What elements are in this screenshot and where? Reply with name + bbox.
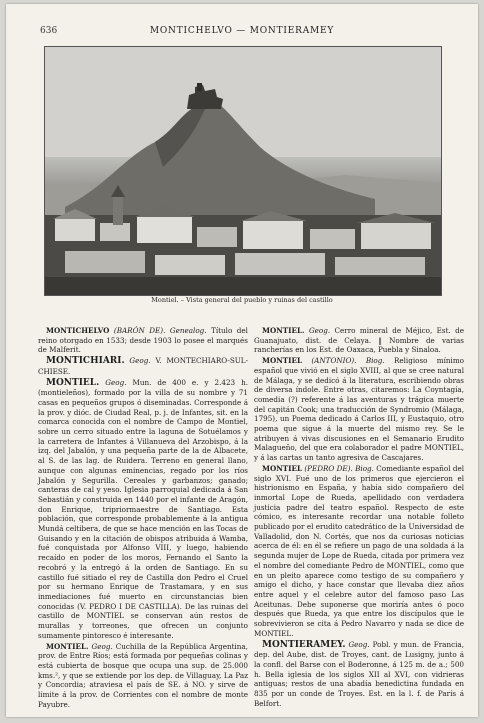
entry-text: Comediante español del siglo XVI. Fué uno de los primeros que ejercieron el histrionismo en España, y había sido compañero del inmortal Lope de Rueda, apellidado con verdadera justicia padre del teatro español. Respecto de este cómico, es interesante recordar una notable folleto publicado por el erudito catedrático de la Universidad de Valladolid, don N. Cortés, que nos da curiosas noticias acerca de él: en él se refiere un pago de una soldada á la segunda mujer de Lope de Rueda, citada por primera vez el nombre del comediante Pedro de MONTIEL, como que en un pleito aparece como testigo de su compañero y amigo el dicho, y hace constar que llevaba diez años entre aquel y el celebre autor del famoso paso Las Aceitunas. Debe suponerse que moriría antes ó poco después que Rueda, ya que entre los discípulos que le sobrevivieron se cita á Pedro Navarro y nada se dice de MONTIEL. (254, 463, 464, 638)
running-title: MONTICHELVO — MONTIERAMEY (149, 26, 335, 36)
dictionary-entry (254, 464, 464, 639)
entry-text: V. MONTECHIARO-SUL-CHIESE. (38, 356, 248, 376)
dictionary-entry (38, 356, 248, 376)
castle-photograph (44, 46, 442, 296)
entry-text: Título del reino otorgado en 1533; desde 1903 lo posee el marqués de Malferit. (38, 326, 248, 355)
book-page (6, 4, 478, 717)
entry-domain: Biog. (365, 356, 385, 366)
entry-headword: MONTIEL. (46, 377, 100, 388)
entry-domain: Biog. (355, 463, 374, 473)
entry-text: Cuchilla de la República Argentina, prov. de Entre Ríos; está formada por pequeñas colinas y está cubierta de bosque que ocupa una sup. de 25.000 kms.², y que se extiende por los dep. de Villaguay, La Paz y Concordia; atraviesa el país de SE. á NO. y sirve de límite á la prov. de Corrientes con el nombre de monte Payubre. (38, 641, 248, 709)
left-column (38, 326, 248, 710)
page-number: 636 (40, 26, 58, 36)
entry-domain: Geog. (91, 641, 113, 651)
entry-domain: Geog. (129, 356, 151, 366)
entry-headword: MONTIERAMEY. (262, 639, 346, 650)
entry-domain: Geog. (348, 639, 370, 649)
entry-headword: MONTIEL. (46, 641, 89, 651)
dictionary-entry (38, 326, 248, 355)
entry-headword: MONTICHELVO (46, 326, 110, 335)
right-column (254, 326, 464, 709)
dictionary-entry (254, 640, 464, 709)
entry-text: Cerro mineral de Méjico, Est. de Guanajuato, dist. de Celaya. ‖ Nombre de varias rancherías en los Est. de Oaxaca, Puebla y Sinaloa. (254, 326, 464, 355)
photo-illustration (45, 47, 441, 295)
dictionary-entry (38, 642, 248, 710)
entry-headword: MONTIEL (262, 356, 303, 366)
entry-headword: MONTICHIARI. (46, 356, 125, 367)
dictionary-entry (254, 356, 464, 463)
entry-headword: MONTIEL (262, 463, 303, 473)
entry-qualifier: (ANTONIO). (311, 356, 357, 366)
dictionary-entry (254, 326, 464, 355)
entry-qualifier: (PEDRO DE). (304, 463, 353, 473)
figure-caption: Montiel. – Vista general del pueblo y ruinas del castillo (151, 296, 333, 304)
entry-headword: MONTIEL. (262, 326, 305, 335)
page-header (6, 26, 478, 40)
entry-domain: Geog. (308, 326, 331, 335)
entry-text: Religioso mínimo español que vivió en el siglo XVIII, al que se cree natural de Málaga, y se dedicó á la literatura, escribiendo obras de diversa índole. Entre otras, citaremos: La Coyntagía, comedia (?) referente á las aventuras y trágica muerte del capitán Cook; una traducción de Syndromio (Málaga, 1795), un Poema dedicado á Carlos III, y Eustaquio, otro poema que sigue á la muerte del mismo rey. Se le atribuyen á vivas discusiones en el Semanario Erudito Malagueño, del que era colaborador el padre MONTIEL, y á las cartas un tanto agresiva de Cascajares. (254, 356, 464, 463)
entry-text: Pobl. y mun. de Francia, dep. del Aube, dist. de Troyes, cant. de Lusigny, junto á la confl. del Barse con el Boderonne, á 125 m. de a.; 500 h. Bella iglesia de los siglos XII al XVI, con vidrieras antiguas; restos de una abadía benedictina fundada en 835 por un conde de Troyes. Est. en la l. f. de París á Belfort. (254, 639, 464, 708)
entry-domain: Geog. (105, 377, 127, 387)
entry-qualifier: (BARÓN DE). (113, 326, 166, 335)
dictionary-entry (38, 378, 248, 641)
entry-text: Mun. de 400 e. y 2.423 h. (montieleños), formado por la villa de su nombre y 71 casas en pequeños grupos ó diseminadas. Corresponde á la prov. y dióc. de Ciudad Real, p. j. de Infantes, sit. en la comarca conocida con el nombre de Campo de Montiel, sobre un cerro situado entre la laguna de Sotuélamos y la carretera de Infantes á Villanueva del Arzobispo, á la izq. del Jabalón, y una pequeña parte de la de Albacete, al S. de las lag. de Ruidera. Terreno en general llano, aunque con algunas eminencias, regado por los ríos Jabalón y Segurilla. Cereales y garbanzos; ganado; canteras de cal y yeso. Iglesia parroquial dedicada á San Sebastián y construida en 1440 por el infante de Aragón, don Enrique, tripriormaestre de Santiago. Esta población, que corresponde probablemente á la antigua Mundá celtibera, de que se hace mención en las Tocas de Guisando y en la citación de obispos atribuida á Wamba, fué conquistada por Alfonso VIII, y luego, habiendo recaído en poder de los moros, Fernando el Santo la recobró y la entregó á la orden de Santiago. En su castillo fué sitiado el rey de Castilla don Pedro el Cruel por su hermano Enrique de Trastamara, y en sus inmediaciones fué muerto en circunstancias bien conocidas (V. PEDRO I DE CASTILLA). De las ruinas del castillo de MONTIEL se conservan aún restos de murallas y torreones, que ofrecen un conjunto sumamente pintoresco é interesante. (38, 377, 248, 640)
entry-domain: Genealog. (169, 326, 207, 335)
